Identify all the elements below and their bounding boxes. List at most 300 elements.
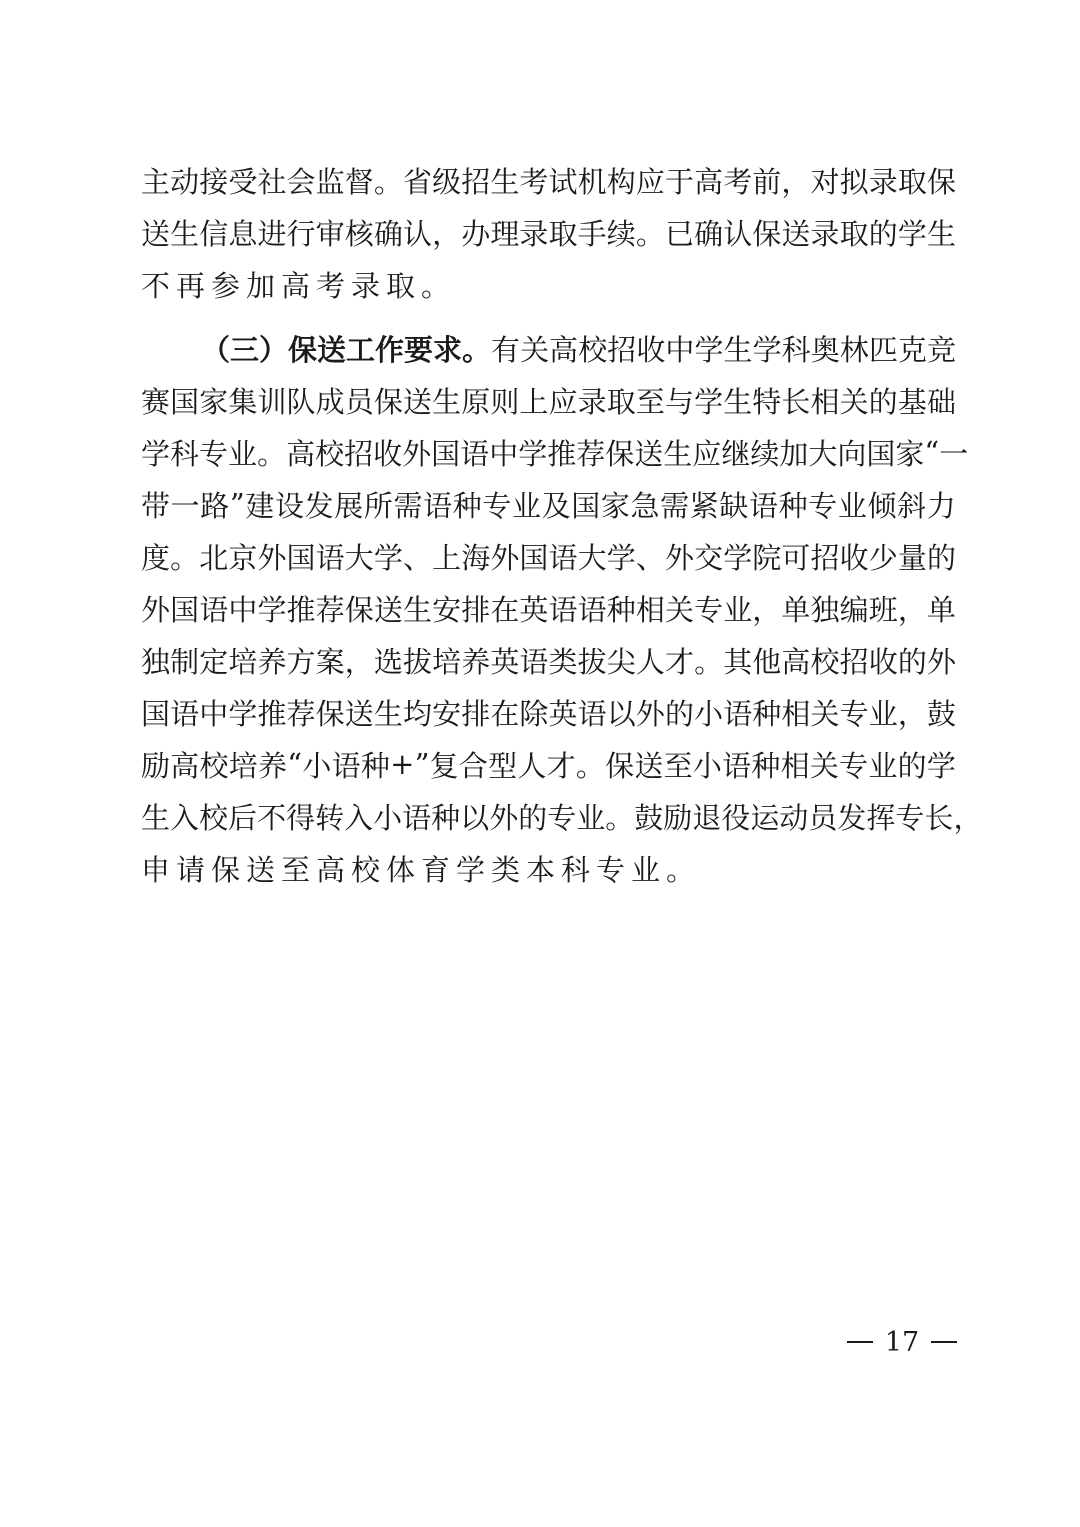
char: 至: [635, 384, 665, 419]
char: 家: [600, 488, 630, 523]
char: 运: [750, 800, 780, 835]
char: ，: [344, 644, 374, 679]
dash-right: [931, 1341, 957, 1343]
char: 外: [490, 540, 520, 575]
char: 认: [402, 216, 432, 251]
char: 主: [141, 164, 171, 199]
char: 语: [748, 488, 778, 523]
section-heading: （三）保送工作要求。: [201, 332, 492, 367]
char: 小: [302, 748, 332, 783]
char: 在: [490, 592, 520, 627]
char: 推: [286, 592, 316, 627]
char: 种: [431, 800, 461, 835]
char: 他: [752, 644, 782, 679]
char: 上: [432, 540, 462, 575]
char: 考: [723, 164, 753, 199]
char: 录: [868, 164, 898, 199]
char: 学: [752, 332, 782, 367]
char: 外: [257, 540, 287, 575]
char: 专: [839, 696, 869, 731]
char: 语: [402, 800, 432, 835]
char: 送: [344, 696, 374, 731]
char: 送: [373, 592, 403, 627]
char: 息: [228, 216, 258, 251]
char: 养: [461, 644, 491, 679]
char: 单: [926, 592, 956, 627]
char: 以: [606, 696, 636, 731]
char: 招: [344, 436, 374, 471]
text-line: 不再参加高考录取。: [141, 268, 457, 303]
char: 相: [635, 592, 665, 627]
text-run: [491, 328, 956, 369]
char: 型: [488, 748, 518, 783]
char: 保: [344, 592, 374, 627]
char: 种: [751, 748, 781, 783]
char: 审: [315, 216, 345, 251]
char: 招: [810, 540, 840, 575]
char: 关: [810, 696, 840, 731]
char: 后: [228, 800, 258, 835]
char: 语: [548, 540, 578, 575]
char: 外: [635, 696, 665, 731]
char: 单: [781, 592, 811, 627]
char: 院: [752, 540, 782, 575]
char: 种: [752, 696, 782, 731]
char: 竞: [926, 332, 956, 367]
char: 进: [257, 216, 287, 251]
char: 语: [199, 592, 229, 627]
char: 尖: [606, 644, 636, 679]
text-line: [141, 426, 969, 478]
char: 推: [547, 436, 577, 471]
char: 大: [344, 540, 374, 575]
char: 应: [692, 436, 722, 471]
char: 语: [460, 436, 490, 471]
page-number-text: 17: [884, 1326, 920, 1358]
char: 确: [694, 216, 724, 251]
char: 小: [694, 696, 724, 731]
char: 国: [866, 436, 896, 471]
char: 生: [926, 216, 956, 251]
char: 一: [170, 488, 200, 523]
char: 收: [373, 436, 403, 471]
char: 应: [548, 384, 578, 419]
char: 才: [664, 644, 694, 679]
char: 学: [141, 436, 171, 471]
char: 。: [373, 164, 403, 199]
char: 语: [722, 748, 752, 783]
char: 办: [461, 216, 491, 251]
char: 信: [199, 216, 229, 251]
char: 荐: [286, 696, 316, 731]
char: 北: [199, 540, 229, 575]
char: 送: [781, 216, 811, 251]
char: 接: [199, 164, 229, 199]
char: 度: [141, 540, 171, 575]
char: 核: [344, 216, 374, 251]
char: 相: [810, 384, 840, 419]
char: 类: [548, 644, 578, 679]
char: 专: [839, 748, 869, 783]
char: 保: [373, 384, 403, 419]
char: 构: [606, 164, 636, 199]
char: 中: [199, 696, 229, 731]
char: 外: [141, 592, 171, 627]
text-line: 申请保送至高校体育学类本科专业。: [141, 852, 702, 887]
char: 续: [750, 436, 780, 471]
char: 向: [837, 436, 867, 471]
char: 培: [432, 644, 462, 679]
char: 省: [402, 164, 432, 199]
char: 赛: [141, 384, 171, 419]
char: +: [390, 747, 415, 781]
char: 业: [868, 696, 898, 731]
char: 员: [808, 800, 838, 835]
char: ，: [781, 164, 811, 199]
char: 鼓: [926, 696, 956, 731]
char: 相: [781, 696, 811, 731]
char: 的: [868, 384, 898, 419]
char: 校: [810, 644, 840, 679]
char: 收: [868, 644, 898, 679]
char: 学: [373, 540, 403, 575]
char: 奥: [810, 332, 840, 367]
char: 国: [286, 540, 316, 575]
char: 。: [635, 216, 665, 251]
char: 国: [170, 592, 200, 627]
char: 斜: [897, 488, 927, 523]
text-line: [141, 154, 956, 206]
char: 一: [939, 436, 969, 471]
char: 的: [897, 644, 927, 679]
char: 社: [257, 164, 287, 199]
char: 退: [692, 800, 722, 835]
char: 生: [141, 800, 171, 835]
char: 高: [781, 644, 811, 679]
char: 生: [723, 384, 753, 419]
char: 独: [141, 644, 171, 679]
char: 取: [606, 384, 636, 419]
char: 生: [402, 592, 432, 627]
char: 的: [868, 216, 898, 251]
char: 专: [694, 592, 724, 627]
char: 录: [577, 384, 607, 419]
char: 少: [868, 540, 898, 575]
text-line: [141, 530, 956, 582]
char: 的: [664, 696, 694, 731]
char: 至: [663, 748, 693, 783]
char: 手: [577, 216, 607, 251]
char: 有: [491, 332, 521, 367]
char: 小: [692, 748, 722, 783]
char: 所: [363, 488, 393, 523]
char: 家: [199, 384, 229, 419]
char: 语: [577, 592, 607, 627]
char: 急: [630, 488, 660, 523]
char: 。: [257, 436, 287, 471]
char: 种: [360, 748, 390, 783]
char: 可: [781, 540, 811, 575]
char: 监: [315, 164, 345, 199]
char: 荐: [315, 592, 345, 627]
char: 的: [897, 748, 927, 783]
char: 生: [432, 384, 462, 419]
char: 养: [258, 748, 288, 783]
char: 方: [286, 644, 316, 679]
char: 发: [837, 800, 867, 835]
char: 除: [519, 696, 549, 731]
char: 外: [489, 800, 519, 835]
char: 以: [460, 800, 490, 835]
char: 均: [402, 696, 432, 731]
char: 排: [461, 696, 491, 731]
char: 合: [458, 748, 488, 783]
char: 队: [286, 384, 316, 419]
char: 认: [723, 216, 753, 251]
text-line-with-heading: [141, 322, 956, 374]
char: 收: [839, 540, 869, 575]
char: 英: [548, 696, 578, 731]
char: 缺: [719, 488, 749, 523]
char: ，: [897, 592, 927, 627]
char: 紧: [689, 488, 719, 523]
char: 督: [344, 164, 374, 199]
char: 送: [402, 384, 432, 419]
char: 语: [331, 748, 361, 783]
char: 业: [868, 748, 898, 783]
paragraph-gap: [141, 310, 956, 322]
char: 录: [810, 216, 840, 251]
char: 校: [199, 800, 229, 835]
char: 量: [897, 540, 927, 575]
char: 业: [228, 436, 258, 471]
char: ，: [897, 696, 927, 731]
char: 保: [315, 696, 345, 731]
char: 原: [461, 384, 491, 419]
char: 入: [344, 800, 374, 835]
char: 克: [897, 332, 927, 367]
char: 取: [839, 216, 869, 251]
char: 路: [200, 488, 230, 523]
char: 建: [245, 488, 275, 523]
char: 招: [461, 164, 491, 199]
char: 业: [723, 592, 753, 627]
char: ”: [229, 487, 245, 521]
char: 编: [839, 592, 869, 627]
char: 专: [547, 800, 577, 835]
char: 外: [664, 540, 694, 575]
char: 役: [721, 800, 751, 835]
char: 取: [897, 164, 927, 199]
char: 培: [228, 748, 258, 783]
text-line: [141, 582, 956, 634]
char: 专: [895, 800, 925, 835]
char: 荐: [576, 436, 606, 471]
char: 学: [257, 592, 287, 627]
char: 续: [606, 216, 636, 251]
char: 高: [549, 332, 579, 367]
char: 养: [257, 644, 287, 679]
char: 会: [286, 164, 316, 199]
page-number: [847, 1322, 957, 1362]
char: 其: [723, 644, 753, 679]
char: 特: [752, 384, 782, 419]
char: 倾: [867, 488, 897, 523]
char: 专: [199, 436, 229, 471]
char: 学: [228, 696, 258, 731]
char: 鼓: [634, 800, 664, 835]
char: 得: [286, 800, 316, 835]
char: 拔: [402, 644, 432, 679]
char: 小: [373, 800, 403, 835]
char: 需: [393, 488, 423, 523]
char: 生: [373, 696, 403, 731]
char: 专: [482, 488, 512, 523]
char: 中: [489, 436, 519, 471]
char: 生: [663, 436, 693, 471]
char: 及: [541, 488, 571, 523]
char: 在: [490, 696, 520, 731]
char: 高: [286, 436, 316, 471]
char: 励: [663, 800, 693, 835]
char: 安: [432, 696, 462, 731]
char: 招: [607, 332, 637, 367]
char: 种: [452, 488, 482, 523]
char: 学: [694, 384, 724, 419]
char: 成: [315, 384, 345, 419]
char: 的: [926, 540, 956, 575]
char: 员: [344, 384, 374, 419]
char: 动: [779, 800, 809, 835]
char: 语: [170, 696, 200, 731]
char: 生: [723, 332, 753, 367]
char: 确: [373, 216, 403, 251]
char: 国: [170, 384, 200, 419]
char: 对: [810, 164, 840, 199]
char: 国: [519, 540, 549, 575]
char: 语: [519, 644, 549, 679]
char: 长: [781, 384, 811, 419]
char: ，: [953, 800, 983, 835]
char: 定: [199, 644, 229, 679]
char: 国: [571, 488, 601, 523]
char: ，: [432, 216, 462, 251]
char: 则: [490, 384, 520, 419]
text-line: [141, 634, 956, 686]
char: 学: [694, 332, 724, 367]
text-line: [141, 686, 956, 738]
char: 拟: [839, 164, 869, 199]
char: 校: [578, 332, 608, 367]
char: 的: [518, 800, 548, 835]
char: 外: [402, 436, 432, 471]
char: 关: [520, 332, 550, 367]
char: 关: [809, 748, 839, 783]
char: 动: [170, 164, 200, 199]
char: 机: [577, 164, 607, 199]
char: 基: [897, 384, 927, 419]
char: 专: [808, 488, 838, 523]
char: 力: [926, 488, 956, 523]
dash-left: [847, 1341, 873, 1343]
char: 科: [781, 332, 811, 367]
char: 种: [606, 592, 636, 627]
text-line: [141, 478, 956, 530]
char: 学: [723, 540, 753, 575]
char: 发: [304, 488, 334, 523]
char: 业: [511, 488, 541, 523]
char: 学: [926, 748, 956, 783]
char: 语: [548, 592, 578, 627]
char: 设: [274, 488, 304, 523]
char: 。: [694, 644, 724, 679]
char: 于: [664, 164, 694, 199]
char: 考: [519, 164, 549, 199]
char: 训: [257, 384, 287, 419]
char: 生: [490, 164, 520, 199]
text-line: [141, 790, 983, 842]
char: 业: [837, 488, 867, 523]
char: 理: [490, 216, 520, 251]
char: 语: [315, 540, 345, 575]
char: 校: [315, 436, 345, 471]
char: 取: [548, 216, 578, 251]
char: 语: [723, 696, 753, 731]
char: 语: [423, 488, 453, 523]
char: 长: [924, 800, 954, 835]
char: 培: [228, 644, 258, 679]
char: 、: [635, 540, 665, 575]
char: 学: [606, 540, 636, 575]
char: 保: [752, 216, 782, 251]
char: 高: [170, 748, 200, 783]
char: 语: [577, 696, 607, 731]
char: 集: [228, 384, 258, 419]
char: “: [287, 747, 303, 781]
char: ，: [752, 592, 782, 627]
char: 础: [926, 384, 956, 419]
char: 需: [660, 488, 690, 523]
body-text: [141, 154, 983, 894]
text-line: [141, 738, 956, 790]
char: 拔: [577, 644, 607, 679]
char: 励: [141, 748, 171, 783]
text-line: [141, 374, 956, 426]
char: 生: [170, 216, 200, 251]
char: 级: [432, 164, 462, 199]
char: 试: [548, 164, 578, 199]
char: 家: [895, 436, 925, 471]
char: 选: [373, 644, 403, 679]
char: 招: [839, 644, 869, 679]
char: 、: [402, 540, 432, 575]
char: 安: [432, 592, 462, 627]
char: 种: [778, 488, 808, 523]
char: 与: [664, 384, 694, 419]
char: 案: [315, 644, 345, 679]
char: 展: [334, 488, 364, 523]
char: 大: [577, 540, 607, 575]
char: 京: [228, 540, 258, 575]
char: 学: [518, 436, 548, 471]
char: 人: [517, 748, 547, 783]
char: 关: [664, 592, 694, 627]
char: 制: [170, 644, 200, 679]
char: 林: [839, 332, 869, 367]
text-line: [141, 206, 956, 258]
char: 收: [636, 332, 666, 367]
char: 大: [808, 436, 838, 471]
